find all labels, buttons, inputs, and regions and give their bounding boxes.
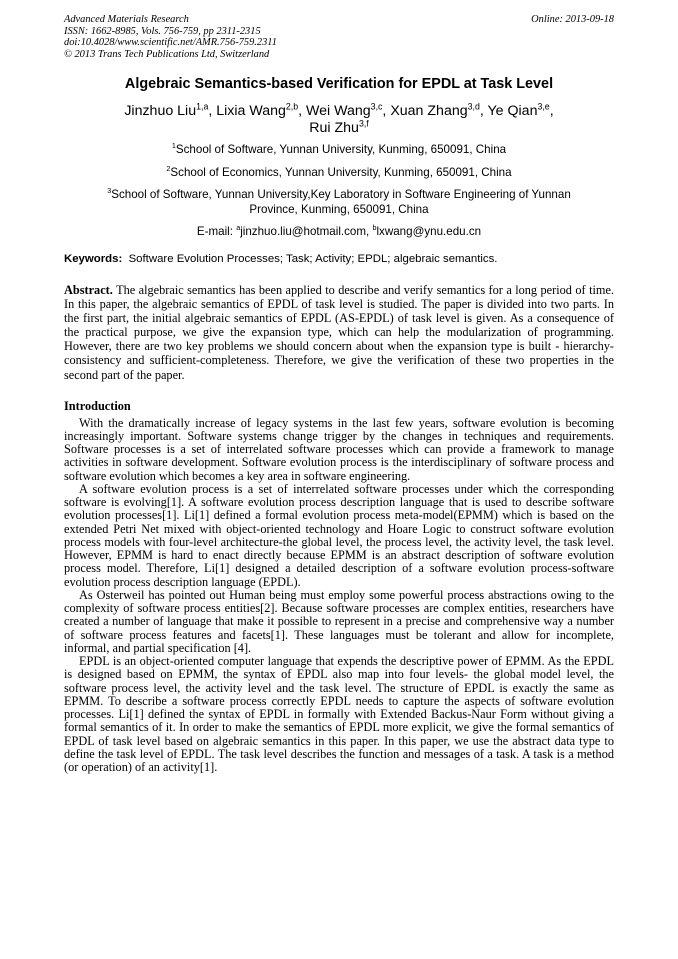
author: Rui Zhu$^{3,f}$: [309, 118, 369, 136]
abstract-label: Abstract.: [64, 283, 113, 297]
author-emails: E-mail: $^a$jinzhuo.liu@hotmail.com, $^b$lxwang@ynu.edu.cn: [196, 223, 482, 238]
author: Lixia Wang$^{2,b}$,: [216, 101, 307, 119]
email-link-b[interactable]: lxwang@ynu.edu.cn: [376, 225, 482, 238]
author: Wei Wang$^{3,c}$,: [306, 101, 391, 119]
abstract: [64, 283, 614, 382]
keywords-text: Software Evolution Processes; Task; Activity; EPDL; algebraic semantics.: [128, 253, 498, 265]
intro-paragraph: A software evolution process is a set of interrelated software processes under which the corresponding software is evolving[1]. A software evolution process description language that is used to describe software evolution processes[1]. Li[1] defined a formal evolution process meta-model(EPMM) which is based on the extended Petri Net mixed with object-oriented technology and Hoare Logic to construct software evolution process models with four-level architecture-the global level, the process level, the activity level, the task level. However, EPMM is hard to enact directly because EPMM is an abstract description of software evolution process model. Therefore, Li[1] designed a detailed description of a software evolution process-software evolution process description language (EPDL).: [64, 481, 614, 589]
author: Xuan Zhang$^{3,d}$,: [390, 101, 488, 119]
abstract-text: The algebraic semantics has been applied to describe and verify semantics for a long period of time. In this paper, the algebraic semantics of EPDL of task level is studied. The paper is divided into two parts. In the first part, the initial algebraic semantics of EPDL (AS-EPDL) of task level is given. As a consequence of the practical purpose, we give the expansion type, which can help the modularization of programming. However, there are two key problems we should concern about when the expansion type is built - hierarchy-consistency and sufficient-completeness. Therefore, we give the verification of these two properties in the second part of the paper.: [64, 283, 614, 382]
paper-page: [64, 14, 614, 774]
author: Jinzhuo Liu$^{1,a}$,: [124, 101, 217, 119]
online-date: Online: 2013-09-18: [531, 14, 614, 25]
journal-doi: doi:10.4028/www.scientific.net/AMR.756-759.2311: [64, 37, 277, 48]
journal-name: Advanced Materials Research: [64, 14, 189, 25]
affiliation: $^2$School of Economics, Yunnan University, Kunming, 650091, China: [166, 163, 512, 179]
keywords-label: Keywords:: [64, 253, 123, 265]
affiliation: $^1$School of Software, Yunnan University, Kunming, 650091, China: [171, 141, 507, 156]
intro-paragraph: With the dramatically increase of legacy systems in the last few years, software evolution is becoming increasingly important. Software systems change trigger by the changes in techniques and requirements. Software processes is a set of interrelated software processes which can provide a framework to manage activities in software development. Software evolution process is the interdisciplinary of software process and software evolution which becomes a key area in software engineering.: [64, 415, 614, 483]
section-heading-introduction: Introduction: [64, 398, 131, 413]
paper-title: Algebraic Semantics-based Verification for EPDL at Task Level: [124, 76, 554, 92]
keywords: [64, 252, 614, 266]
intro-paragraph: EPDL is an object-oriented computer language that expends the descriptive power of EPMM. As the EPDL is designed based on EPMM, the syntax of EPDL also map into four levels- the global model level, the software process level, the activity level and the task level. The structure of EPDL is exactly the same as EPMM. To describe a software process correctly EPDL needs to capture the aspects of software evolution processes. Li[1] defined the syntax of EPDL in formally with Extended Backus-Naur Form without giving a formal semantics of it. In order to make the semantics of EPDL more explicit, we give the formal semantics of EPDL of task level based on algebraic semantics in this paper. In this paper, we use the abstract data type to define the task level of EPDL. The task level describes the function and messages of a task. A task is a method (or operation) of an activity[1].: [64, 654, 614, 775]
copyright-notice: © 2013 Trans Tech Publications Ltd, Switzerland: [64, 48, 270, 60]
affiliation: $^3$School of Software, Yunnan University,Key Laboratory in Software Engineering of Yunnan Province, Kunming, 650091, China: [107, 186, 571, 216]
email-link-a[interactable]: jinzhuo.liu@hotmail.com: [240, 225, 367, 238]
intro-paragraph: As Osterweil has pointed out Human being must employ some powerful process abstractions owing to the complexity of software process entities[2]. Because software processes are complex entities, researchers have created a number of language that make it possible to represent in a precise and comprehensive way a number of software process features and facets[1]. These languages must be tolerant and allow for incomplete, informal, and partial specification [4].: [64, 587, 614, 655]
author: Ye Qian$^{3,e}$,: [487, 101, 554, 119]
journal-header: [64, 14, 614, 60]
author-list: [64, 103, 614, 137]
journal-issn: ISSN: 1662-8985, Vols. 756-759, pp 2311-2315: [64, 25, 261, 37]
